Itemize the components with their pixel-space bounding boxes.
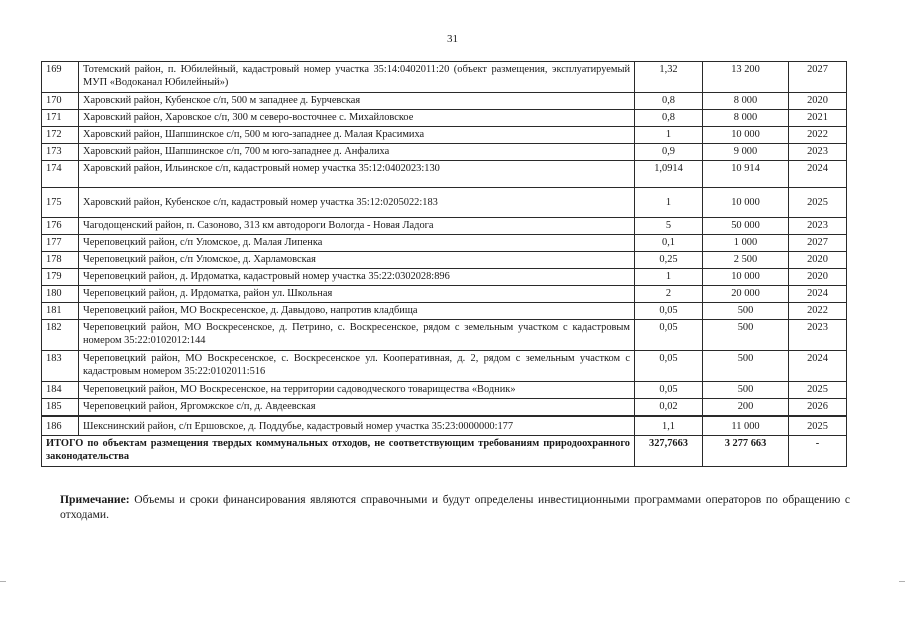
row-area: 1,0914 bbox=[635, 161, 703, 188]
row-area: 0,05 bbox=[635, 351, 703, 382]
row-number: 183 bbox=[42, 351, 79, 382]
table-row bbox=[42, 252, 847, 269]
row-year: 2027 bbox=[789, 235, 847, 252]
row-description: Харовский район, Шапшинское с/п, 500 м юго-западнее д. Малая Красимиха bbox=[79, 127, 635, 144]
row-area: 0,25 bbox=[635, 252, 703, 269]
row-year: 2022 bbox=[789, 303, 847, 320]
row-cost: 13 200 bbox=[703, 62, 789, 93]
table-row bbox=[42, 416, 847, 436]
row-area: 5 bbox=[635, 218, 703, 235]
table-row bbox=[42, 269, 847, 286]
table-row bbox=[42, 62, 847, 93]
row-description: Харовский район, Харовское с/п, 300 м северо-восточнее с. Михайловское bbox=[79, 110, 635, 127]
row-description: Харовский район, Ильинское с/п, кадастровый номер участка 35:12:0402023:130 bbox=[79, 161, 635, 188]
row-area: 0,1 bbox=[635, 235, 703, 252]
row-description: Череповецкий район, д. Ирдоматка, район ул. Школьная bbox=[79, 286, 635, 303]
row-cost: 500 bbox=[703, 320, 789, 351]
table-row bbox=[42, 320, 847, 351]
total-cost: 3 277 663 bbox=[703, 436, 789, 467]
table-row bbox=[42, 235, 847, 252]
row-number: 174 bbox=[42, 161, 79, 188]
row-description: Харовский район, Кубенское с/п, кадастровый номер участка 35:12:0205022:183 bbox=[79, 188, 635, 218]
row-year: 2021 bbox=[789, 110, 847, 127]
row-year: 2022 bbox=[789, 127, 847, 144]
total-label: ИТОГО по объектам размещения твердых коммунальных отходов, не соответствующим требованиям природоохранного законодательства bbox=[42, 436, 635, 467]
row-description: Череповецкий район, МО Воскресенское, д. Давыдово, напротив кладбища bbox=[79, 303, 635, 320]
table-row bbox=[42, 218, 847, 235]
row-area: 0,05 bbox=[635, 320, 703, 351]
row-number: 169 bbox=[42, 62, 79, 93]
row-year: 2024 bbox=[789, 286, 847, 303]
row-description: Череповецкий район, с/п Уломское, д. Харламовская bbox=[79, 252, 635, 269]
row-number: 171 bbox=[42, 110, 79, 127]
row-year: 2023 bbox=[789, 320, 847, 351]
table-row bbox=[42, 93, 847, 110]
row-cost: 8 000 bbox=[703, 93, 789, 110]
row-year: 2023 bbox=[789, 144, 847, 161]
row-description: Череповецкий район, Яргомжское с/п, д. Авдеевская bbox=[79, 399, 635, 417]
row-number: 177 bbox=[42, 235, 79, 252]
row-number: 170 bbox=[42, 93, 79, 110]
row-area: 1 bbox=[635, 188, 703, 218]
row-area: 0,05 bbox=[635, 303, 703, 320]
footnote-label: Примечание: bbox=[60, 493, 130, 506]
row-number: 182 bbox=[42, 320, 79, 351]
table-row bbox=[42, 399, 847, 417]
row-number: 181 bbox=[42, 303, 79, 320]
row-cost: 200 bbox=[703, 399, 789, 417]
row-number: 179 bbox=[42, 269, 79, 286]
row-year: 2027 bbox=[789, 62, 847, 93]
page-number: 31 bbox=[447, 33, 458, 45]
row-year: 2025 bbox=[789, 188, 847, 218]
row-year: 2025 bbox=[789, 382, 847, 399]
row-area: 0,9 bbox=[635, 144, 703, 161]
row-number: 178 bbox=[42, 252, 79, 269]
row-area: 0,05 bbox=[635, 382, 703, 399]
row-year: 2025 bbox=[789, 416, 847, 436]
right-edge-mark bbox=[899, 581, 905, 582]
row-description: Череповецкий район, д. Ирдоматка, кадастровый номер участка 35:22:0302028:896 bbox=[79, 269, 635, 286]
table-row bbox=[42, 110, 847, 127]
row-description: Тотемский район, п. Юбилейный, кадастровый номер участка 35:14:0402011:20 (объект размещения, эксплуатируемый МУП «Водоканал Юбилейный») bbox=[79, 62, 635, 93]
row-number: 186 bbox=[42, 416, 79, 436]
table-row bbox=[42, 286, 847, 303]
waste-sites-table bbox=[41, 61, 847, 467]
footnote bbox=[60, 492, 850, 522]
row-area: 1,32 bbox=[635, 62, 703, 93]
row-description: Череповецкий район, с/п Уломское, д. Малая Липенка bbox=[79, 235, 635, 252]
table-row bbox=[42, 144, 847, 161]
row-cost: 1 000 bbox=[703, 235, 789, 252]
row-year: 2023 bbox=[789, 218, 847, 235]
row-cost: 9 000 bbox=[703, 144, 789, 161]
table-row bbox=[42, 351, 847, 382]
table-row bbox=[42, 303, 847, 320]
row-number: 185 bbox=[42, 399, 79, 417]
left-edge-mark bbox=[0, 581, 6, 582]
row-number: 175 bbox=[42, 188, 79, 218]
row-area: 0,02 bbox=[635, 399, 703, 417]
row-cost: 500 bbox=[703, 351, 789, 382]
row-cost: 2 500 bbox=[703, 252, 789, 269]
row-number: 176 bbox=[42, 218, 79, 235]
total-area: 327,7663 bbox=[635, 436, 703, 467]
row-year: 2020 bbox=[789, 93, 847, 110]
row-cost: 500 bbox=[703, 382, 789, 399]
row-area: 0,8 bbox=[635, 93, 703, 110]
row-cost: 10 000 bbox=[703, 188, 789, 218]
row-number: 180 bbox=[42, 286, 79, 303]
row-cost: 500 bbox=[703, 303, 789, 320]
row-year: 2020 bbox=[789, 252, 847, 269]
row-number: 173 bbox=[42, 144, 79, 161]
row-year: 2024 bbox=[789, 161, 847, 188]
row-cost: 20 000 bbox=[703, 286, 789, 303]
total-year: - bbox=[789, 436, 847, 467]
row-cost: 11 000 bbox=[703, 416, 789, 436]
row-area: 1 bbox=[635, 127, 703, 144]
row-description: Харовский район, Кубенское с/п, 500 м западнее д. Бурчевская bbox=[79, 93, 635, 110]
table-row bbox=[42, 188, 847, 218]
row-description: Чагодощенский район, п. Сазоново, 313 км автодороги Вологда - Новая Ладога bbox=[79, 218, 635, 235]
row-description: Харовский район, Шапшинское с/п, 700 м юго-западнее д. Анфалиха bbox=[79, 144, 635, 161]
row-number: 172 bbox=[42, 127, 79, 144]
row-cost: 50 000 bbox=[703, 218, 789, 235]
row-cost: 10 000 bbox=[703, 269, 789, 286]
table-row bbox=[42, 127, 847, 144]
table-row bbox=[42, 382, 847, 399]
total-row bbox=[42, 436, 847, 467]
row-area: 2 bbox=[635, 286, 703, 303]
row-year: 2020 bbox=[789, 269, 847, 286]
row-cost: 10 000 bbox=[703, 127, 789, 144]
row-description: Шекснинский район, с/п Ершовское, д. Поддубье, кадастровый номер участка 35:23:0000000:177 bbox=[79, 416, 635, 436]
row-year: 2024 bbox=[789, 351, 847, 382]
table-row bbox=[42, 161, 847, 188]
row-description: Череповецкий район, МО Воскресенское, с. Воскресенское ул. Кооперативная, д. 2, рядом с земельным участком с кадастровым номером 35:22:0102011:516 bbox=[79, 351, 635, 382]
footnote-text: Объемы и сроки финансирования являются справочными и будут определены инвестиционными программами операторов по обращению с отходами. bbox=[60, 493, 850, 521]
row-description: Череповецкий район, МО Воскресенское, на территории садоводческого товарищества «Водник» bbox=[79, 382, 635, 399]
row-number: 184 bbox=[42, 382, 79, 399]
row-cost: 8 000 bbox=[703, 110, 789, 127]
row-year: 2026 bbox=[789, 399, 847, 417]
row-area: 1,1 bbox=[635, 416, 703, 436]
row-area: 1 bbox=[635, 269, 703, 286]
row-cost: 10 914 bbox=[703, 161, 789, 188]
row-description: Череповецкий район, МО Воскресенское, д. Петрино, с. Воскресенское, рядом с земельным участком с кадастровым номером 35:22:0102012:144 bbox=[79, 320, 635, 351]
row-area: 0,8 bbox=[635, 110, 703, 127]
